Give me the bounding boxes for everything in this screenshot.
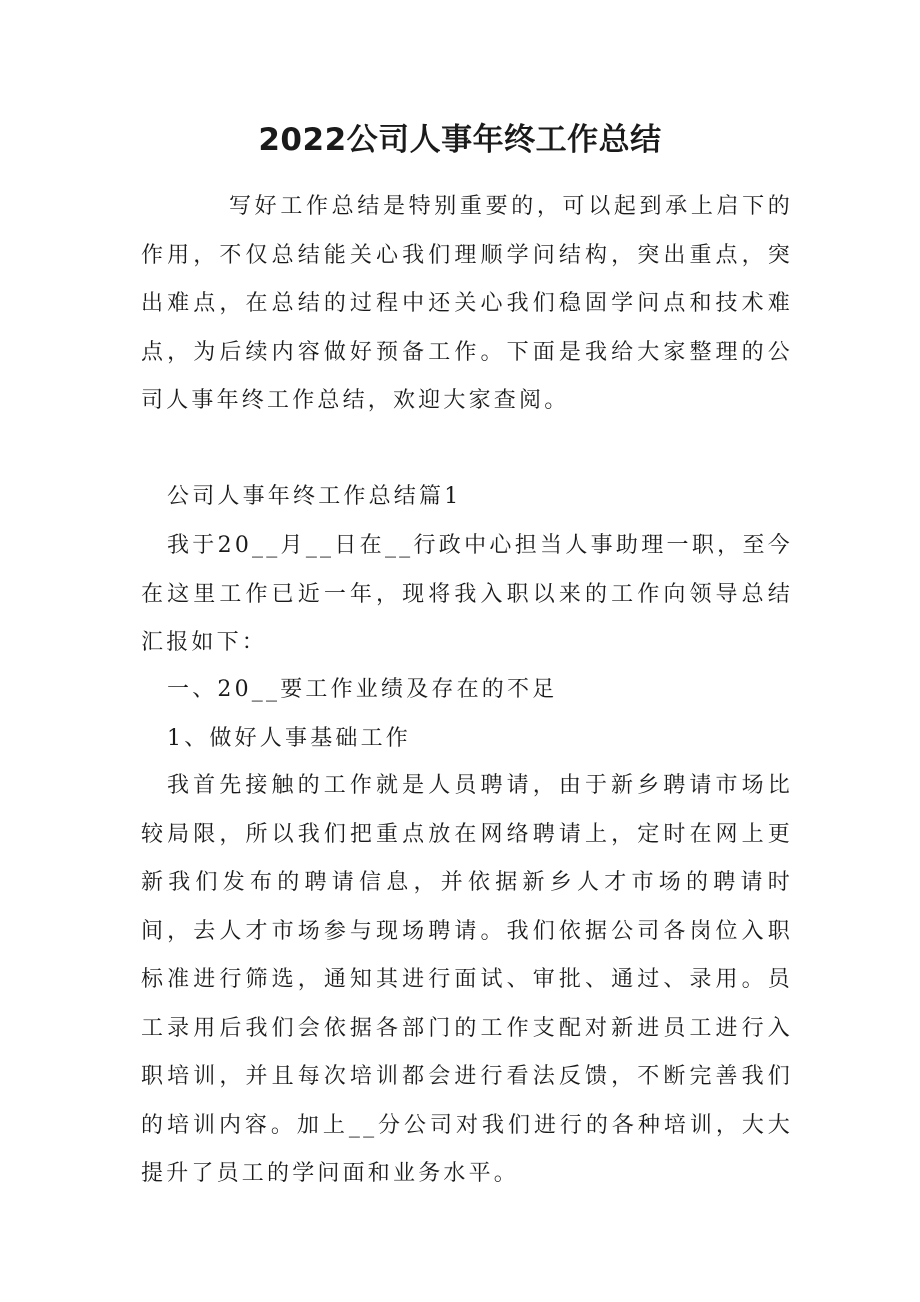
intro-paragraph: 写好工作总结是特别重要的，可以起到承上启下的作用，不仅总结能关心我们理顺学问结构，突出重点，突出难点，在总结的过程中还关心我们稳固学问点和技术难点，为后续内容做好预备工作。下面是我给大家整理的公司人事年终工作总结，欢迎大家查阅。: [141, 194, 793, 413]
section-heading: 公司人事年终工作总结篇1: [167, 484, 462, 509]
body-paragraph-1: 我于20__月__日在__行政中心担当人事助理一职，至今在这里工作已近一年，现将我入职以来的工作向领导总结汇报如下：: [141, 533, 793, 655]
document-title: 2022公司人事年终工作总结: [258, 122, 662, 158]
subheading-2: 1、做好人事基础工作: [167, 726, 411, 751]
body-paragraph-2: 我首先接触的工作就是人员聘请，由于新乡聘请市场比较局限，所以我们把重点放在网络聘请上，定时在网上更新我们发布的聘请信息，并依据新乡人才市场的聘请时间，去人才市场参与现场聘请。我们依据公司各岗位入职标准进行筛选，通知其进行面试、审批、通过、录用。员工录用后我们会依据各部门的工作支配对新进员工进行入职培训，并且每次培训都会进行看法反馈，不断完善我们的培训内容。加上__分公司对我们进行的各种培训，大大提升了员工的学问面和业务水平。: [141, 773, 793, 1186]
subheading-1: 一、20__要工作业绩及存在的不足: [167, 677, 558, 702]
